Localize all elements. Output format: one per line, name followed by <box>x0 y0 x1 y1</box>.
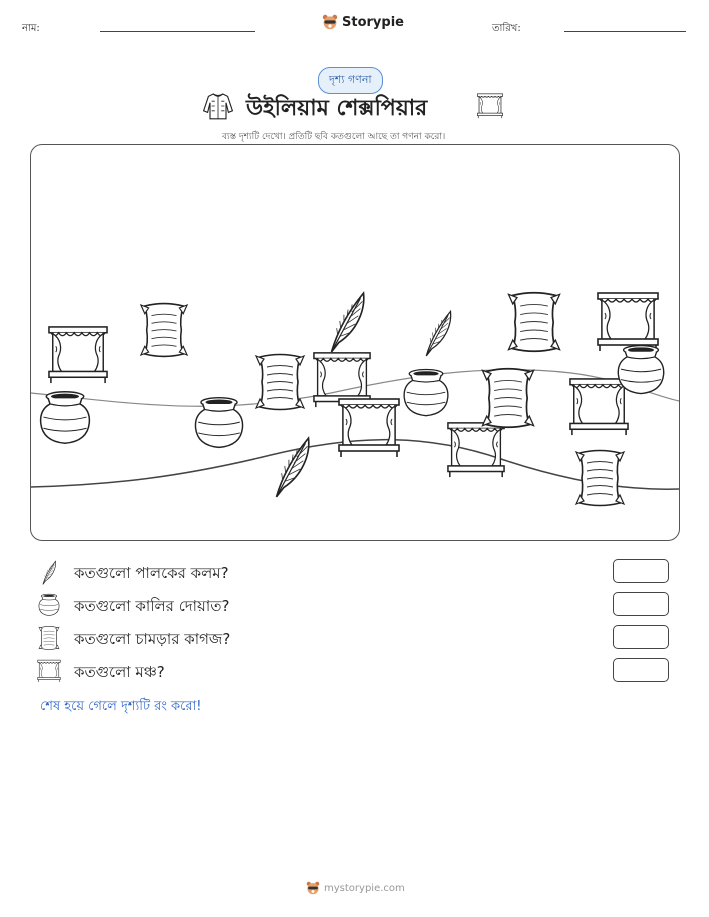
date-line[interactable] <box>564 31 686 32</box>
answer-box-stage[interactable] <box>613 658 669 682</box>
bear-icon <box>306 881 320 895</box>
scroll-object <box>256 355 304 410</box>
worksheet-type-badge: দৃশ্য গণনা <box>318 67 383 94</box>
stage-object <box>598 293 658 351</box>
color-instruction: শেষ হয়ে গেলে দৃশ্যটি রং করো! <box>40 699 202 714</box>
stage-object <box>448 423 504 477</box>
scroll-object <box>482 369 533 428</box>
inkpot-object <box>618 346 663 394</box>
scroll-object <box>576 451 624 506</box>
answer-box-inkpot[interactable] <box>613 592 669 616</box>
answer-box-scroll[interactable] <box>613 625 669 649</box>
storypie-logo <box>322 14 404 30</box>
quill-object <box>277 438 309 497</box>
question-scroll: কতগুলো চামড়ার কাগজ? <box>74 630 231 648</box>
inkpot-icon <box>37 593 61 617</box>
scroll-object <box>141 304 187 357</box>
quill-icon <box>38 560 60 586</box>
stage-object <box>570 379 628 435</box>
question-stage: কতগুলো মঞ্চ? <box>74 663 165 681</box>
inkpot-object <box>41 392 90 443</box>
date-label: তারিখ: <box>492 23 521 34</box>
footer <box>306 881 405 895</box>
scene-panel <box>30 144 680 541</box>
scene-illustration <box>31 145 679 540</box>
stage-object <box>49 327 107 383</box>
quill-object <box>332 293 364 352</box>
page-title: উইলিয়াম শেক্সপিয়ার <box>246 96 428 121</box>
question-quill: কতগুলো পালকের কলম? <box>74 564 229 582</box>
inkpot-object <box>404 370 448 416</box>
name-label: নাম: <box>22 23 40 34</box>
stage-icon <box>37 659 61 683</box>
answer-box-quill[interactable] <box>613 559 669 583</box>
scroll-icon <box>38 625 60 651</box>
bear-icon <box>322 14 338 30</box>
inkpot-object <box>195 398 242 448</box>
quill-object <box>426 311 450 356</box>
stage-object <box>339 399 399 457</box>
instructions: ব্যস্ত দৃশ্যটি দেখো। প্রতিটি ছবি কতগুলো আছে তা গণনা করো। <box>222 132 446 142</box>
doublet-icon <box>202 91 234 121</box>
scroll-object <box>508 293 559 352</box>
name-line[interactable] <box>100 31 255 32</box>
question-inkpot: কতগুলো কালির দোয়াত? <box>74 597 230 615</box>
stage-icon <box>476 93 504 119</box>
footer-url[interactable]: mystorypie.com <box>324 882 405 894</box>
logo-text: Storypie <box>342 14 404 30</box>
